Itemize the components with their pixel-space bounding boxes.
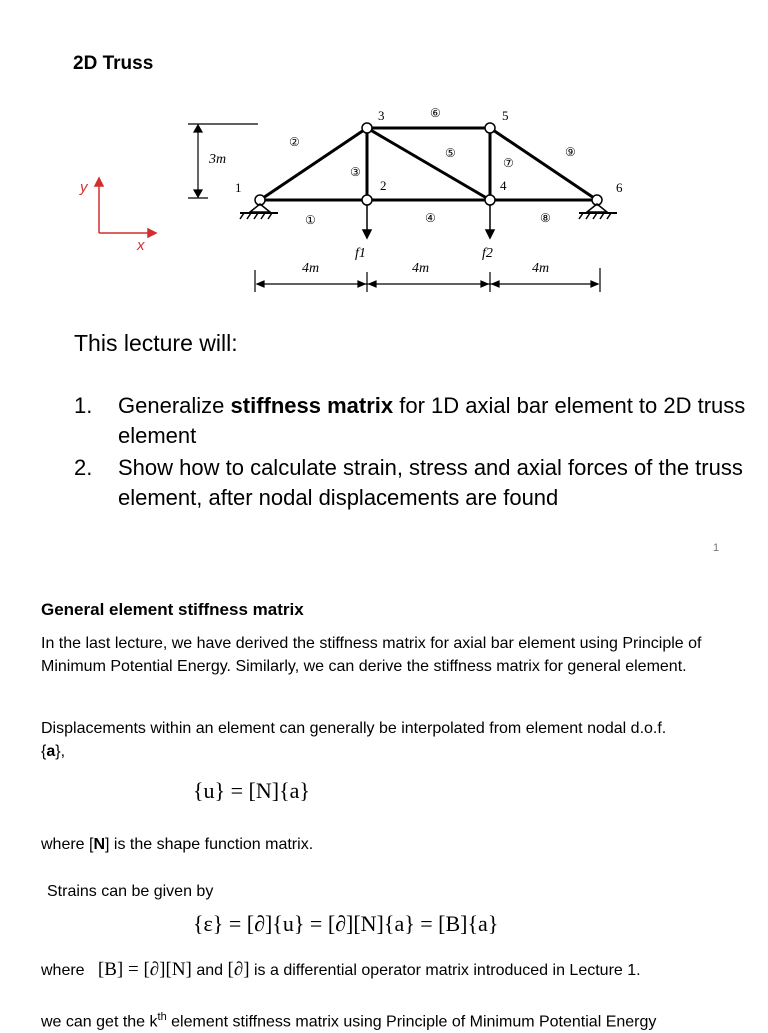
paragraph-strains: Strains can be given by (47, 883, 214, 900)
node-4 (485, 195, 495, 205)
paragraph-operator: where [B] = [∂][N] and [∂] is a differential operator matrix introduced in Lecture 1. (41, 959, 641, 980)
node-5 (485, 123, 495, 133)
span-label-1: 4m (302, 261, 320, 276)
axes-icon (95, 178, 156, 237)
element-label-8: ⑧ (540, 211, 551, 225)
element-label-7: ⑦ (503, 156, 514, 170)
node-2 (362, 195, 372, 205)
truss-figure (60, 100, 660, 300)
section-heading: General element stiffness matrix (41, 600, 304, 619)
node-label-6: 6 (616, 180, 623, 195)
objectives-list (74, 391, 754, 515)
span-label-2: 4m (412, 261, 430, 276)
slide-title: 2D Truss (73, 53, 154, 74)
truss-members (260, 128, 597, 200)
element-label-5: ⑤ (445, 146, 456, 160)
page-number: 1 (713, 542, 720, 554)
node-label-1: 1 (235, 180, 242, 195)
element-label-1: ① (305, 213, 316, 227)
element-label-4: ④ (425, 211, 436, 225)
paragraph-displacements: Displacements within an element can generally be interpolated from element nodal d.o.f. {a}, (41, 720, 667, 760)
element-label-9: ⑨ (565, 145, 576, 159)
list-item: 2. Show how to calculate strain, stress and axial forces of the truss element, after nodal displacements are found (74, 455, 743, 510)
paragraph-shape-function: where [N] is the shape function matrix. (41, 836, 314, 853)
equation-displacement: {u} = [N]{a} (193, 778, 310, 803)
element-label-6: ⑥ (430, 106, 441, 120)
label-height: 3m (209, 152, 227, 167)
force-label-2: f2 (482, 246, 493, 261)
list-item: 1. Generalize stiffness matrix for 1D axial bar element to 2D truss element (74, 393, 746, 448)
support-right (579, 204, 617, 219)
node-label-5: 5 (502, 108, 509, 123)
lecture-intro: This lecture will: (74, 330, 238, 356)
member-1-3 (260, 128, 367, 200)
element-label-2: ② (289, 135, 300, 149)
node-3 (362, 123, 372, 133)
node-label-2: 2 (380, 178, 387, 193)
equation-strain: {ε} = [∂]{u} = [∂][N]{a} = [B]{a} (193, 911, 499, 936)
axis-label-x: x (137, 237, 145, 254)
span-label-3: 4m (532, 261, 550, 276)
force-label-1: f1 (355, 246, 366, 261)
element-label-3: ③ (350, 165, 361, 179)
paragraph-intro: In the last lecture, we have derived the stiffness matrix for axial bar element using Principle of Minimum Potential Energy. Similarly, we can derive the stiffness matrix for general element. (41, 635, 702, 675)
support-left (240, 204, 278, 219)
list-number: 1. (74, 393, 93, 418)
list-number: 2. (74, 455, 93, 480)
node-label-4: 4 (500, 178, 507, 193)
node-label-3: 3 (378, 108, 385, 123)
paragraph-stiffness: we can get the $k^{th}$ element stiffness matrix using Principle of Minimum Potential Energy (41, 1011, 657, 1031)
axis-label-y: y (80, 179, 88, 196)
